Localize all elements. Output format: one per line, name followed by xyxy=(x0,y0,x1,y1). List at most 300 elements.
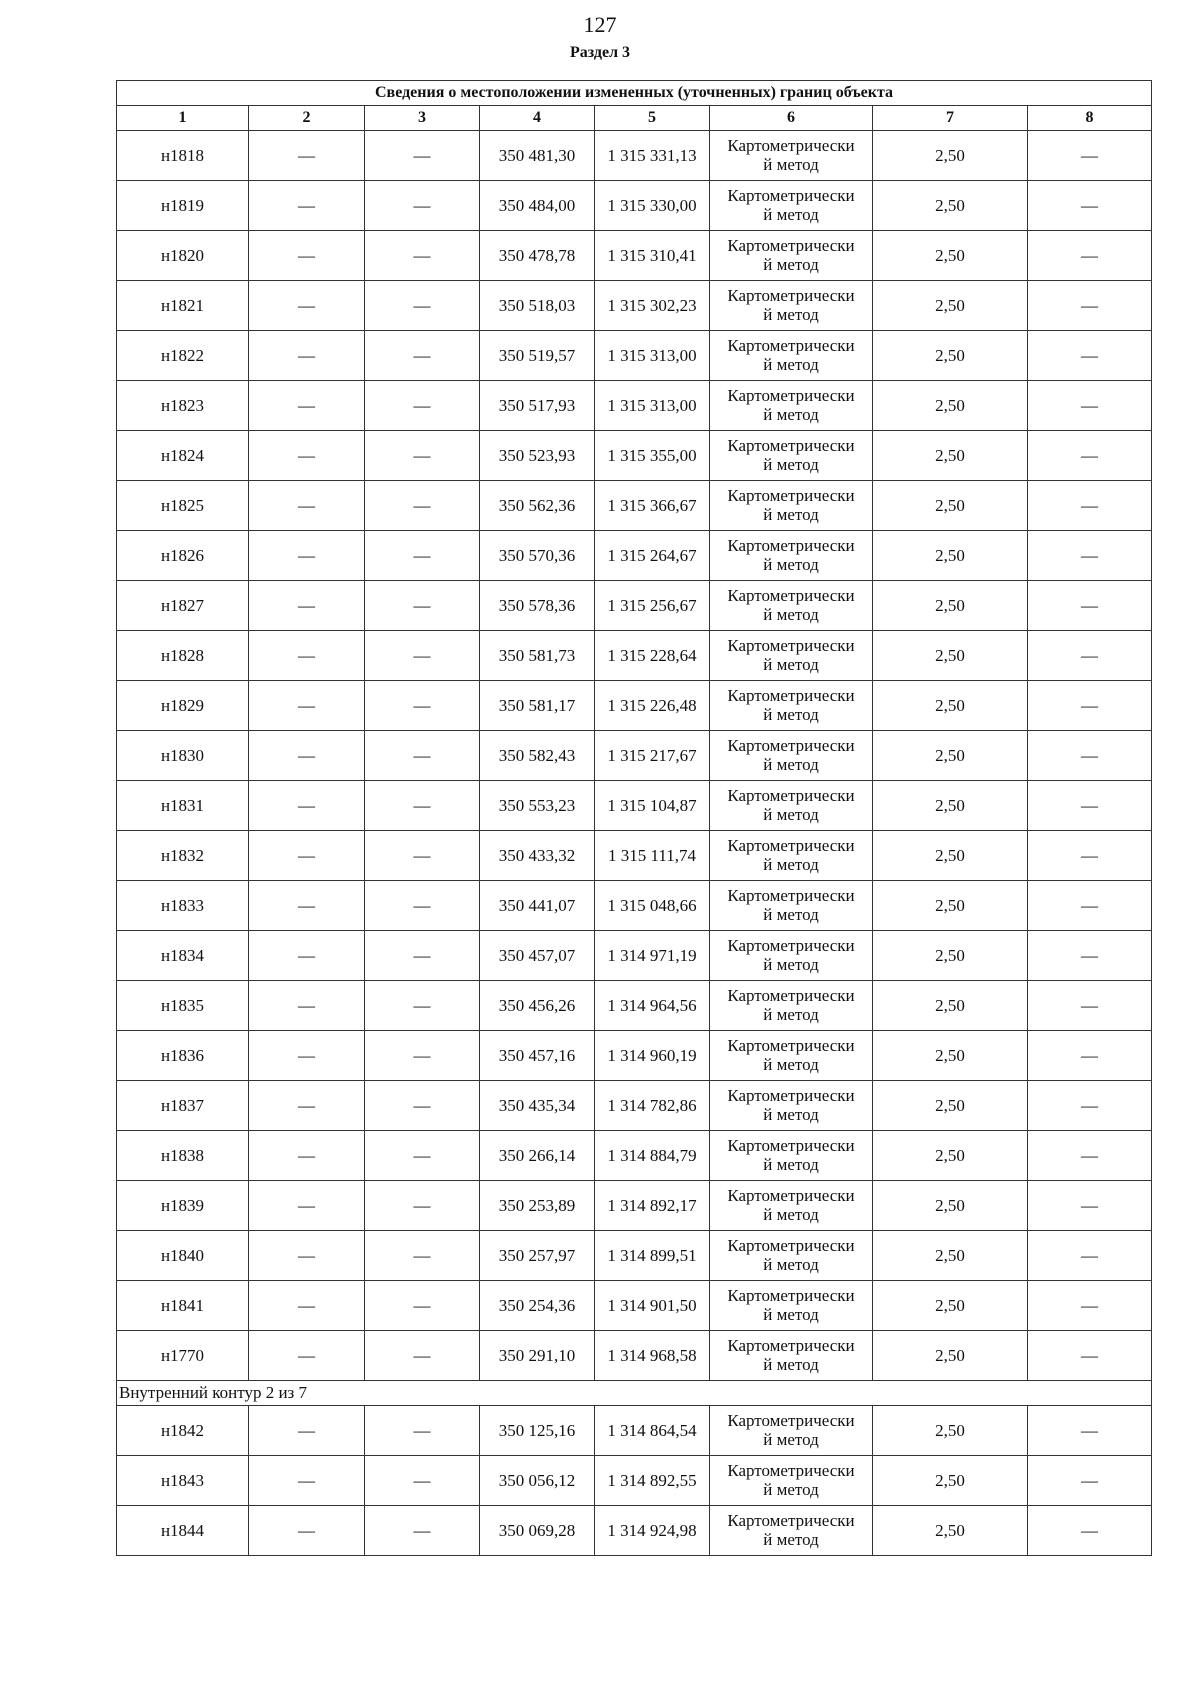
table-row xyxy=(117,231,1152,281)
column-2-cell: — xyxy=(249,531,365,581)
column-8-cell: — xyxy=(1028,131,1152,181)
point-number-cell: н1820 xyxy=(117,231,249,281)
method-line-1: Картометрически xyxy=(727,385,855,405)
x-coordinate-cell: 350 581,73 xyxy=(480,631,595,681)
method-cell xyxy=(710,1456,873,1506)
x-coordinate-cell: 350 266,14 xyxy=(480,1131,595,1181)
method-line-1: Картометрически xyxy=(727,185,855,205)
column-3-cell: — xyxy=(365,881,480,931)
y-coordinate-cell: 1 315 226,48 xyxy=(595,681,710,731)
x-coordinate-cell: 350 581,17 xyxy=(480,681,595,731)
point-number-cell: н1840 xyxy=(117,1231,249,1281)
column-2-cell: — xyxy=(249,481,365,531)
method-cell xyxy=(710,1231,873,1281)
column-8-cell: — xyxy=(1028,1031,1152,1081)
column-8-cell: — xyxy=(1028,1456,1152,1506)
column-8-cell: — xyxy=(1028,281,1152,331)
method-line-2: й метод xyxy=(763,154,819,174)
column-2-cell: — xyxy=(249,1506,365,1556)
y-coordinate-cell: 1 314 960,19 xyxy=(595,1031,710,1081)
column-2-cell: — xyxy=(249,431,365,481)
x-coordinate-cell: 350 056,12 xyxy=(480,1456,595,1506)
point-number-cell: н1836 xyxy=(117,1031,249,1081)
point-number-cell: н1832 xyxy=(117,831,249,881)
method-line-1: Картометрически xyxy=(727,1460,855,1480)
accuracy-cell: 2,50 xyxy=(873,731,1028,781)
section-title: Раздел 3 xyxy=(569,44,631,61)
x-coordinate-cell: 350 518,03 xyxy=(480,281,595,331)
method-cell xyxy=(710,531,873,581)
point-number-cell: н1818 xyxy=(117,131,249,181)
accuracy-cell: 2,50 xyxy=(873,831,1028,881)
accuracy-cell: 2,50 xyxy=(873,1456,1028,1506)
method-line-2: й метод xyxy=(763,1204,819,1224)
column-2-cell: — xyxy=(249,1231,365,1281)
point-number-cell: н1826 xyxy=(117,531,249,581)
accuracy-cell: 2,50 xyxy=(873,931,1028,981)
accuracy-cell: 2,50 xyxy=(873,131,1028,181)
column-3-cell: — xyxy=(365,231,480,281)
x-coordinate-cell: 350 433,32 xyxy=(480,831,595,881)
column-3-cell: — xyxy=(365,481,480,531)
method-line-1: Картометрически xyxy=(727,585,855,605)
method-line-1: Картометрически xyxy=(727,1185,855,1205)
accuracy-cell: 2,50 xyxy=(873,1331,1028,1381)
method-line-2: й метод xyxy=(763,454,819,474)
method-cell xyxy=(710,131,873,181)
method-line-1: Картометрически xyxy=(727,1085,855,1105)
column-number-row xyxy=(117,106,1152,131)
method-line-1: Картометрически xyxy=(727,1335,855,1355)
method-line-2: й метод xyxy=(763,354,819,374)
y-coordinate-cell: 1 314 968,58 xyxy=(595,1331,710,1381)
column-3-cell: — xyxy=(365,1131,480,1181)
column-8-cell: — xyxy=(1028,1331,1152,1381)
column-3-cell: — xyxy=(365,281,480,331)
method-line-2: й метод xyxy=(763,1004,819,1024)
table-row xyxy=(117,281,1152,331)
column-2-cell: — xyxy=(249,881,365,931)
y-coordinate-cell: 1 315 256,67 xyxy=(595,581,710,631)
method-line-1: Картометрически xyxy=(727,1135,855,1155)
method-cell xyxy=(710,1081,873,1131)
point-number-cell: н1839 xyxy=(117,1181,249,1231)
method-line-1: Картометрически xyxy=(727,435,855,455)
method-cell xyxy=(710,881,873,931)
column-8-cell: — xyxy=(1028,1081,1152,1131)
table-row xyxy=(117,481,1152,531)
method-cell xyxy=(710,731,873,781)
method-line-2: й метод xyxy=(763,204,819,224)
method-line-2: й метод xyxy=(763,1479,819,1499)
column-8-cell: — xyxy=(1028,181,1152,231)
method-line-1: Картометрически xyxy=(727,1510,855,1530)
column-8-cell: — xyxy=(1028,731,1152,781)
accuracy-cell: 2,50 xyxy=(873,1081,1028,1131)
method-cell xyxy=(710,481,873,531)
column-8-cell: — xyxy=(1028,481,1152,531)
y-coordinate-cell: 1 315 217,67 xyxy=(595,731,710,781)
method-cell xyxy=(710,831,873,881)
y-coordinate-cell: 1 315 048,66 xyxy=(595,881,710,931)
method-line-1: Картометрически xyxy=(727,235,855,255)
column-3-cell: — xyxy=(365,381,480,431)
y-coordinate-cell: 1 314 864,54 xyxy=(595,1406,710,1456)
column-8-cell: — xyxy=(1028,1506,1152,1556)
column-2-cell: — xyxy=(249,831,365,881)
y-coordinate-cell: 1 315 228,64 xyxy=(595,631,710,681)
table-row xyxy=(117,881,1152,931)
method-line-1: Картометрически xyxy=(727,1410,855,1430)
table-body xyxy=(117,131,1152,1556)
accuracy-cell: 2,50 xyxy=(873,281,1028,331)
method-line-1: Картометрически xyxy=(727,885,855,905)
method-line-2: й метод xyxy=(763,404,819,424)
method-cell xyxy=(710,1031,873,1081)
x-coordinate-cell: 350 435,34 xyxy=(480,1081,595,1131)
column-8-cell: — xyxy=(1028,431,1152,481)
accuracy-cell: 2,50 xyxy=(873,1231,1028,1281)
column-8-cell: — xyxy=(1028,781,1152,831)
column-2-cell: — xyxy=(249,681,365,731)
accuracy-cell: 2,50 xyxy=(873,1281,1028,1331)
column-2-cell: — xyxy=(249,1281,365,1331)
column-3-cell: — xyxy=(365,1181,480,1231)
column-number: 1 xyxy=(117,106,249,131)
method-line-2: й метод xyxy=(763,1429,819,1449)
method-line-2: й метод xyxy=(763,1104,819,1124)
point-number-cell: н1821 xyxy=(117,281,249,331)
column-2-cell: — xyxy=(249,1331,365,1381)
column-number: 5 xyxy=(595,106,710,131)
accuracy-cell: 2,50 xyxy=(873,681,1028,731)
accuracy-cell: 2,50 xyxy=(873,981,1028,1031)
x-coordinate-cell: 350 069,28 xyxy=(480,1506,595,1556)
accuracy-cell: 2,50 xyxy=(873,631,1028,681)
method-cell xyxy=(710,1181,873,1231)
method-cell xyxy=(710,631,873,681)
x-coordinate-cell: 350 570,36 xyxy=(480,531,595,581)
point-number-cell: н1844 xyxy=(117,1506,249,1556)
table-row xyxy=(117,1506,1152,1556)
contour-label: Внутренний контур 2 из 7 xyxy=(117,1381,1152,1406)
method-cell xyxy=(710,1331,873,1381)
column-2-cell: — xyxy=(249,181,365,231)
column-8-cell: — xyxy=(1028,1281,1152,1331)
method-line-2: й метод xyxy=(763,1154,819,1174)
method-line-2: й метод xyxy=(763,604,819,624)
table-row xyxy=(117,981,1152,1031)
method-line-2: й метод xyxy=(763,1354,819,1374)
column-8-cell: — xyxy=(1028,381,1152,431)
method-line-1: Картометрически xyxy=(727,485,855,505)
x-coordinate-cell: 350 578,36 xyxy=(480,581,595,631)
column-2-cell: — xyxy=(249,281,365,331)
accuracy-cell: 2,50 xyxy=(873,1406,1028,1456)
column-2-cell: — xyxy=(249,1031,365,1081)
column-2-cell: — xyxy=(249,1131,365,1181)
point-number-cell: н1835 xyxy=(117,981,249,1031)
point-number-cell: н1841 xyxy=(117,1281,249,1331)
column-8-cell: — xyxy=(1028,581,1152,631)
table-row xyxy=(117,1131,1152,1181)
method-line-1: Картометрически xyxy=(727,135,855,155)
table-row xyxy=(117,1181,1152,1231)
point-number-cell: н1828 xyxy=(117,631,249,681)
column-8-cell: — xyxy=(1028,531,1152,581)
method-line-1: Картометрически xyxy=(727,685,855,705)
method-line-2: й метод xyxy=(763,804,819,824)
y-coordinate-cell: 1 315 104,87 xyxy=(595,781,710,831)
table-row xyxy=(117,581,1152,631)
column-number: 2 xyxy=(249,106,365,131)
y-coordinate-cell: 1 315 111,74 xyxy=(595,831,710,881)
y-coordinate-cell: 1 314 924,98 xyxy=(595,1506,710,1556)
method-line-2: й метод xyxy=(763,754,819,774)
method-cell xyxy=(710,181,873,231)
method-line-1: Картометрически xyxy=(727,335,855,355)
column-3-cell: — xyxy=(365,681,480,731)
y-coordinate-cell: 1 314 899,51 xyxy=(595,1231,710,1281)
column-3-cell: — xyxy=(365,431,480,481)
x-coordinate-cell: 350 125,16 xyxy=(480,1406,595,1456)
point-number-cell: н1834 xyxy=(117,931,249,981)
table-row xyxy=(117,1331,1152,1381)
column-8-cell: — xyxy=(1028,881,1152,931)
x-coordinate-cell: 350 441,07 xyxy=(480,881,595,931)
x-coordinate-cell: 350 562,36 xyxy=(480,481,595,531)
point-number-cell: н1838 xyxy=(117,1131,249,1181)
point-number-cell: н1822 xyxy=(117,331,249,381)
method-line-2: й метод xyxy=(763,654,819,674)
accuracy-cell: 2,50 xyxy=(873,781,1028,831)
method-cell xyxy=(710,981,873,1031)
method-line-2: й метод xyxy=(763,704,819,724)
x-coordinate-cell: 350 484,00 xyxy=(480,181,595,231)
accuracy-cell: 2,50 xyxy=(873,181,1028,231)
accuracy-cell: 2,50 xyxy=(873,481,1028,531)
x-coordinate-cell: 350 478,78 xyxy=(480,231,595,281)
column-2-cell: — xyxy=(249,1456,365,1506)
method-line-2: й метод xyxy=(763,554,819,574)
point-number-cell: н1833 xyxy=(117,881,249,931)
column-8-cell: — xyxy=(1028,931,1152,981)
column-3-cell: — xyxy=(365,531,480,581)
y-coordinate-cell: 1 315 355,00 xyxy=(595,431,710,481)
x-coordinate-cell: 350 457,16 xyxy=(480,1031,595,1081)
method-line-2: й метод xyxy=(763,304,819,324)
accuracy-cell: 2,50 xyxy=(873,331,1028,381)
point-number-cell: н1824 xyxy=(117,431,249,481)
y-coordinate-cell: 1 315 366,67 xyxy=(595,481,710,531)
accuracy-cell: 2,50 xyxy=(873,231,1028,281)
accuracy-cell: 2,50 xyxy=(873,431,1028,481)
column-2-cell: — xyxy=(249,1081,365,1131)
method-cell xyxy=(710,231,873,281)
table-row xyxy=(117,1281,1152,1331)
method-cell xyxy=(710,1506,873,1556)
point-number-cell: н1842 xyxy=(117,1406,249,1456)
coordinates-table xyxy=(116,80,1152,1556)
column-3-cell: — xyxy=(365,1231,480,1281)
accuracy-cell: 2,50 xyxy=(873,381,1028,431)
method-line-2: й метод xyxy=(763,1304,819,1324)
table-row xyxy=(117,331,1152,381)
method-cell xyxy=(710,1406,873,1456)
column-8-cell: — xyxy=(1028,1181,1152,1231)
column-number: 7 xyxy=(873,106,1028,131)
table-row xyxy=(117,1081,1152,1131)
table-row xyxy=(117,431,1152,481)
column-3-cell: — xyxy=(365,581,480,631)
method-line-2: й метод xyxy=(763,254,819,274)
table-row xyxy=(117,1406,1152,1456)
column-3-cell: — xyxy=(365,731,480,781)
column-3-cell: — xyxy=(365,831,480,881)
column-3-cell: — xyxy=(365,1456,480,1506)
column-8-cell: — xyxy=(1028,1406,1152,1456)
column-3-cell: — xyxy=(365,1081,480,1131)
method-cell xyxy=(710,581,873,631)
method-line-1: Картометрически xyxy=(727,1235,855,1255)
method-line-2: й метод xyxy=(763,1529,819,1549)
table-title-row xyxy=(117,81,1152,106)
method-cell xyxy=(710,331,873,381)
method-line-1: Картометрически xyxy=(727,835,855,855)
y-coordinate-cell: 1 314 782,86 xyxy=(595,1081,710,1131)
method-cell xyxy=(710,681,873,731)
table-title: Сведения о местоположении измененных (уточненных) границ объекта xyxy=(117,81,1152,106)
point-number-cell: н1827 xyxy=(117,581,249,631)
column-2-cell: — xyxy=(249,581,365,631)
column-3-cell: — xyxy=(365,1031,480,1081)
point-number-cell: н1829 xyxy=(117,681,249,731)
y-coordinate-cell: 1 315 331,13 xyxy=(595,131,710,181)
column-2-cell: — xyxy=(249,331,365,381)
column-2-cell: — xyxy=(249,931,365,981)
column-2-cell: — xyxy=(249,1181,365,1231)
column-number: 6 xyxy=(710,106,873,131)
point-number-cell: н1819 xyxy=(117,181,249,231)
point-number-cell: н1823 xyxy=(117,381,249,431)
accuracy-cell: 2,50 xyxy=(873,531,1028,581)
column-2-cell: — xyxy=(249,631,365,681)
x-coordinate-cell: 350 456,26 xyxy=(480,981,595,1031)
method-line-1: Картометрически xyxy=(727,1285,855,1305)
y-coordinate-cell: 1 315 302,23 xyxy=(595,281,710,331)
x-coordinate-cell: 350 254,36 xyxy=(480,1281,595,1331)
point-number-cell: н1825 xyxy=(117,481,249,531)
column-2-cell: — xyxy=(249,231,365,281)
y-coordinate-cell: 1 314 892,17 xyxy=(595,1181,710,1231)
column-8-cell: — xyxy=(1028,1131,1152,1181)
column-2-cell: — xyxy=(249,381,365,431)
y-coordinate-cell: 1 315 264,67 xyxy=(595,531,710,581)
y-coordinate-cell: 1 314 884,79 xyxy=(595,1131,710,1181)
method-cell xyxy=(710,281,873,331)
method-cell xyxy=(710,381,873,431)
method-line-1: Картометрически xyxy=(727,985,855,1005)
x-coordinate-cell: 350 582,43 xyxy=(480,731,595,781)
column-3-cell: — xyxy=(365,781,480,831)
method-line-1: Картометрически xyxy=(727,735,855,755)
method-cell xyxy=(710,781,873,831)
method-line-1: Картометрически xyxy=(727,535,855,555)
method-line-2: й метод xyxy=(763,1254,819,1274)
x-coordinate-cell: 350 519,57 xyxy=(480,331,595,381)
method-cell xyxy=(710,931,873,981)
x-coordinate-cell: 350 291,10 xyxy=(480,1331,595,1381)
table-row xyxy=(117,781,1152,831)
accuracy-cell: 2,50 xyxy=(873,1031,1028,1081)
column-number: 8 xyxy=(1028,106,1152,131)
column-3-cell: — xyxy=(365,981,480,1031)
accuracy-cell: 2,50 xyxy=(873,581,1028,631)
page-number: 127 xyxy=(583,12,617,37)
method-line-1: Картометрически xyxy=(727,1035,855,1055)
table-row xyxy=(117,681,1152,731)
table-row xyxy=(117,831,1152,881)
method-line-2: й метод xyxy=(763,504,819,524)
method-line-2: й метод xyxy=(763,904,819,924)
column-3-cell: — xyxy=(365,1406,480,1456)
y-coordinate-cell: 1 314 901,50 xyxy=(595,1281,710,1331)
column-3-cell: — xyxy=(365,1331,480,1381)
method-line-2: й метод xyxy=(763,854,819,874)
y-coordinate-cell: 1 315 310,41 xyxy=(595,231,710,281)
table-row xyxy=(117,631,1152,681)
method-cell xyxy=(710,1281,873,1331)
method-line-1: Картометрически xyxy=(727,785,855,805)
accuracy-cell: 2,50 xyxy=(873,1181,1028,1231)
column-number: 4 xyxy=(480,106,595,131)
method-cell xyxy=(710,431,873,481)
x-coordinate-cell: 350 553,23 xyxy=(480,781,595,831)
column-2-cell: — xyxy=(249,1406,365,1456)
y-coordinate-cell: 1 315 330,00 xyxy=(595,181,710,231)
point-number-cell: н1831 xyxy=(117,781,249,831)
column-8-cell: — xyxy=(1028,831,1152,881)
column-3-cell: — xyxy=(365,1281,480,1331)
column-2-cell: — xyxy=(249,731,365,781)
column-3-cell: — xyxy=(365,331,480,381)
column-3-cell: — xyxy=(365,631,480,681)
table-row xyxy=(117,131,1152,181)
method-line-2: й метод xyxy=(763,954,819,974)
column-8-cell: — xyxy=(1028,631,1152,681)
table-row xyxy=(117,731,1152,781)
column-3-cell: — xyxy=(365,931,480,981)
column-8-cell: — xyxy=(1028,331,1152,381)
method-line-1: Картометрически xyxy=(727,935,855,955)
y-coordinate-cell: 1 314 964,56 xyxy=(595,981,710,1031)
method-line-1: Картометрически xyxy=(727,635,855,655)
column-3-cell: — xyxy=(365,131,480,181)
method-line-2: й метод xyxy=(763,1054,819,1074)
table-row xyxy=(117,181,1152,231)
column-2-cell: — xyxy=(249,781,365,831)
method-line-1: Картометрически xyxy=(727,285,855,305)
point-number-cell: н1830 xyxy=(117,731,249,781)
x-coordinate-cell: 350 523,93 xyxy=(480,431,595,481)
column-2-cell: — xyxy=(249,131,365,181)
column-8-cell: — xyxy=(1028,981,1152,1031)
point-number-cell: н1770 xyxy=(117,1331,249,1381)
table-row xyxy=(117,1456,1152,1506)
y-coordinate-cell: 1 314 892,55 xyxy=(595,1456,710,1506)
x-coordinate-cell: 350 517,93 xyxy=(480,381,595,431)
point-number-cell: н1837 xyxy=(117,1081,249,1131)
